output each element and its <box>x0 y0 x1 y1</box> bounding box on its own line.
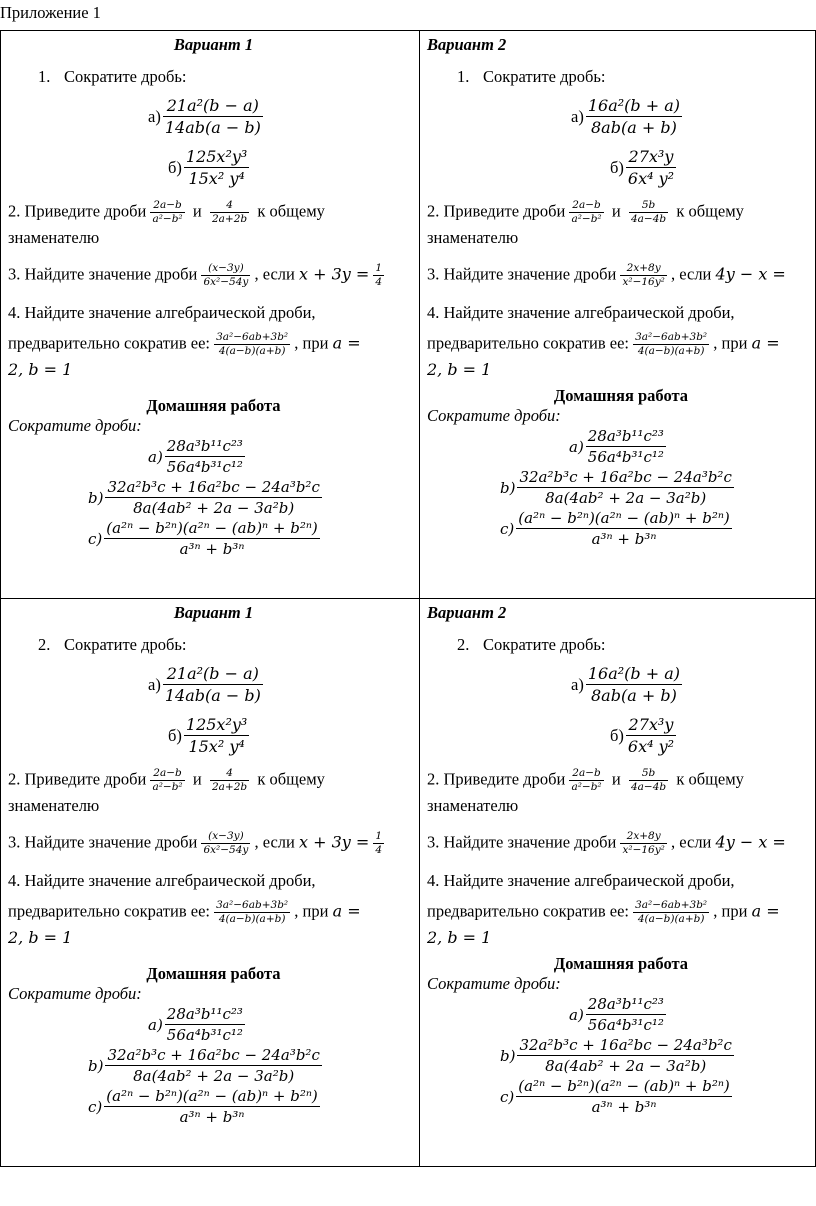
homework-title: Домашняя работа <box>146 964 281 983</box>
homework-subtitle: Сократите дроби: <box>8 416 142 435</box>
task4-fraction <box>214 331 290 358</box>
task3-condition-denominator: 4 <box>375 844 383 856</box>
task3-fraction-denominator: x²−16y² <box>622 844 665 856</box>
task1-fraction-b <box>427 146 815 189</box>
task1-fraction-b <box>8 714 419 757</box>
task4-text: предварительно сократив ее: <box>427 333 629 353</box>
task2-fraction-2-numerator: 4 <box>226 767 233 779</box>
task3-condition: 4y − x = <box>715 264 786 284</box>
task1-text: Сократите дробь: <box>483 635 606 654</box>
fraction-b-label: б) <box>610 157 624 177</box>
fraction-b-label: б) <box>168 157 182 177</box>
task4-condition-2: 2, b = 1 <box>427 928 492 947</box>
task1-number: 2. <box>457 635 470 654</box>
task3-fraction <box>201 262 250 289</box>
task4-at: , при <box>713 333 748 353</box>
homework-item-c <box>8 518 419 559</box>
task2-fraction-1 <box>569 199 603 226</box>
homework-title: Домашняя работа <box>553 386 689 405</box>
task4-condition-1: a = <box>332 333 361 353</box>
homework-a-denominator: 56a⁴b³¹c¹² <box>166 1026 243 1044</box>
fraction-a-label: а) <box>148 674 161 694</box>
task4 <box>8 869 419 950</box>
task3-condition-numerator: 1 <box>375 830 383 842</box>
task4 <box>427 301 815 382</box>
task4-condition-2: 2, b = 1 <box>8 928 73 947</box>
homework-item-a <box>8 436 419 477</box>
task1-fraction-a <box>8 663 419 706</box>
task1-heading <box>427 635 815 657</box>
fraction-b-numerator: 27x³y <box>628 147 674 166</box>
homework-b-denominator: 8a(4ab² + 2a − 3a²b) <box>133 1067 295 1085</box>
task3 <box>8 830 419 857</box>
task3-condition-fraction <box>373 262 384 289</box>
task4-fraction-numerator: 3a²−6ab+3b² <box>635 899 708 911</box>
task3-fraction-denominator: x²−16y² <box>622 276 665 288</box>
card-top-right <box>420 31 816 599</box>
task2-text: 2. Приведите дроби <box>427 769 566 789</box>
task3 <box>427 262 815 289</box>
fraction-a-denominator: 8ab(a + b) <box>591 118 677 137</box>
homework-fraction-a <box>165 1004 245 1045</box>
homework-c-denominator: a³ⁿ + b³ⁿ <box>179 540 245 558</box>
fraction-a-numerator: 16a²(b + a) <box>587 96 680 115</box>
homework-fraction-c <box>104 518 320 559</box>
homework-a-denominator: 56a⁴b³¹c¹² <box>587 448 664 466</box>
task1-fraction-b <box>427 714 815 757</box>
task2-fraction-2 <box>210 767 249 794</box>
homework-fraction-c <box>516 508 732 549</box>
fraction-b-denominator: 6x⁴ y² <box>627 169 675 188</box>
homework <box>427 954 815 1117</box>
task3-condition: x + 3y = <box>298 832 370 852</box>
homework-a-label: a) <box>569 1005 584 1024</box>
task4-condition-2: 2, b = 1 <box>427 360 492 379</box>
task1-fraction-a <box>8 95 419 138</box>
task2-fraction-1 <box>150 767 184 794</box>
task2-fraction-1-numerator: 2a−b <box>572 767 601 779</box>
task4-fraction-numerator: 3a²−6ab+3b² <box>216 331 289 343</box>
task1-fraction-a <box>427 663 815 706</box>
homework-c-numerator: (a²ⁿ − b²ⁿ)(a²ⁿ − (ab)ⁿ + b²ⁿ) <box>106 519 318 537</box>
homework-b-numerator: 32a²b³c + 16a²bc − 24a³b²c <box>107 478 320 496</box>
task2-fraction-2-denominator: 2a+2b <box>211 781 248 793</box>
task2-tail: к общему <box>257 769 325 789</box>
task2-fraction-1-denominator: a²−b² <box>152 781 183 793</box>
variant-title: Вариант 2 <box>427 35 507 54</box>
task2-fraction-1 <box>150 199 184 226</box>
task1-number: 1. <box>457 67 470 86</box>
task2-text: 2. Приведите дроби <box>427 201 566 221</box>
homework-item-b <box>427 467 815 508</box>
homework-item-b <box>427 1035 815 1076</box>
task2 <box>8 767 419 818</box>
task3 <box>427 830 815 857</box>
fraction-a-numerator: 21a²(b − a) <box>166 96 259 115</box>
homework-item-a <box>427 426 815 467</box>
homework-c-numerator: (a²ⁿ − b²ⁿ)(a²ⁿ − (ab)ⁿ + b²ⁿ) <box>518 1077 730 1095</box>
task2-text: 2. Приведите дроби <box>8 201 147 221</box>
task3-if: , если <box>671 264 712 284</box>
task2-fraction-2-numerator: 4 <box>226 199 233 211</box>
task4-text: предварительно сократив ее: <box>8 901 210 921</box>
task4-condition-1: a = <box>332 901 361 921</box>
homework-a-numerator: 28a³b¹¹c²³ <box>587 995 664 1013</box>
homework-a-label: a) <box>569 437 584 456</box>
homework <box>427 386 815 549</box>
task1-text: Сократите дробь: <box>64 67 187 86</box>
fraction-a-denominator: 14ab(a − b) <box>164 118 261 137</box>
task3-fraction <box>620 262 666 289</box>
task3-condition: x + 3y = <box>298 264 370 284</box>
homework-b-label: b) <box>88 488 104 507</box>
homework-item-a <box>427 994 815 1035</box>
fraction-a <box>586 663 682 706</box>
task4-condition-2: 2, b = 1 <box>8 360 73 379</box>
task3-text: 3. Найдите значение дроби <box>427 264 617 284</box>
fraction-a-denominator: 8ab(a + b) <box>591 686 677 705</box>
task3-condition-fraction <box>373 830 384 857</box>
homework-item-c <box>427 1076 815 1117</box>
task2-and: и <box>192 769 202 789</box>
homework-a-denominator: 56a⁴b³¹c¹² <box>587 1016 664 1034</box>
task2-and: и <box>192 201 202 221</box>
fraction-a <box>586 95 682 138</box>
task2-tail: к общему <box>676 769 744 789</box>
task2-text: 2. Приведите дроби <box>8 769 147 789</box>
homework-b-denominator: 8a(4ab² + 2a − 3a²b) <box>545 1057 707 1075</box>
task2-line2: знаменателю <box>427 796 519 815</box>
homework-c-label: c) <box>88 1097 103 1116</box>
homework-b-label: b) <box>500 1046 516 1065</box>
homework-subtitle: Сократите дроби: <box>427 406 561 425</box>
homework-fraction-c <box>104 1086 320 1127</box>
homework-b-numerator: 32a²b³c + 16a²bc − 24a³b²c <box>519 468 732 486</box>
task3-fraction-numerator: (x−3y) <box>208 830 244 842</box>
fraction-b-denominator: 6x⁴ y² <box>627 737 675 756</box>
task3-if: , если <box>671 832 712 852</box>
homework-fraction-c <box>516 1076 732 1117</box>
homework-fraction-b <box>105 1045 321 1086</box>
task2-fraction-2-numerator: 5b <box>641 199 656 211</box>
task2 <box>8 199 419 250</box>
task3-if: , если <box>254 264 295 284</box>
task1-fraction-a <box>427 95 815 138</box>
homework-b-denominator: 8a(4ab² + 2a − 3a²b) <box>133 499 295 517</box>
fraction-b-label: б) <box>168 725 182 745</box>
task3 <box>8 262 419 289</box>
homework-fraction-a <box>586 426 666 467</box>
homework-item-b <box>8 1045 419 1086</box>
homework-a-numerator: 28a³b¹¹c²³ <box>166 1005 243 1023</box>
task1-text: Сократите дробь: <box>64 635 187 654</box>
homework-c-denominator: a³ⁿ + b³ⁿ <box>179 1108 245 1126</box>
fraction-a <box>163 95 263 138</box>
fraction-b-denominator: 15x² y⁴ <box>188 169 245 188</box>
homework-fraction-b <box>517 467 733 508</box>
card-top-left <box>1 31 420 599</box>
fraction-b <box>184 714 249 757</box>
homework-b-numerator: 32a²b³c + 16a²bc − 24a³b²c <box>519 1036 732 1054</box>
task3-condition-denominator: 4 <box>375 276 383 288</box>
homework-fraction-a <box>165 436 245 477</box>
homework-c-numerator: (a²ⁿ − b²ⁿ)(a²ⁿ − (ab)ⁿ + b²ⁿ) <box>518 509 730 527</box>
task3-fraction-numerator: (x−3y) <box>208 262 244 274</box>
task2-line2: знаменателю <box>8 796 100 815</box>
task4-fraction-numerator: 3a²−6ab+3b² <box>635 331 708 343</box>
variant-title: Вариант 1 <box>173 35 254 54</box>
task3-fraction <box>620 830 666 857</box>
homework-fraction-b <box>105 477 321 518</box>
fraction-a <box>163 663 263 706</box>
homework-c-numerator: (a²ⁿ − b²ⁿ)(a²ⁿ − (ab)ⁿ + b²ⁿ) <box>106 1087 318 1105</box>
task2-fraction-2 <box>629 199 668 226</box>
task2-tail: к общему <box>257 201 325 221</box>
fraction-b-label: б) <box>610 725 624 745</box>
task4 <box>427 869 815 950</box>
homework-a-label: a) <box>148 1015 163 1034</box>
homework-b-label: b) <box>500 478 516 497</box>
task4-fraction <box>633 899 709 926</box>
task1-heading <box>8 67 419 89</box>
task3-fraction-denominator: 6x²−54y <box>203 844 249 856</box>
task3-text: 3. Найдите значение дроби <box>8 832 198 852</box>
task3-condition: 4y − x = <box>715 832 786 852</box>
fraction-b-numerator: 125x²y³ <box>185 147 248 166</box>
task2-fraction-1-numerator: 2a−b <box>153 767 182 779</box>
task4-line1: 4. Найдите значение алгебраической дроби, <box>8 871 316 890</box>
task2-fraction-2-denominator: 4a−4b <box>630 781 667 793</box>
task4-fraction-numerator: 3a²−6ab+3b² <box>216 899 289 911</box>
fraction-a-label: а) <box>571 674 584 694</box>
task1-text: Сократите дробь: <box>483 67 606 86</box>
homework-a-label: a) <box>148 447 163 466</box>
homework-subtitle: Сократите дроби: <box>427 974 561 993</box>
homework <box>8 964 419 1127</box>
task2-fraction-2-numerator: 5b <box>641 767 656 779</box>
fraction-a-numerator: 21a²(b − a) <box>166 664 259 683</box>
task3-condition-numerator: 1 <box>375 262 383 274</box>
homework-c-label: c) <box>88 529 103 548</box>
task2 <box>427 199 815 250</box>
homework-c-label: c) <box>500 519 515 538</box>
task1-heading <box>8 635 419 657</box>
task4-text: предварительно сократив ее: <box>8 333 210 353</box>
task2-fraction-2-denominator: 4a−4b <box>630 213 667 225</box>
homework-a-numerator: 28a³b¹¹c²³ <box>166 437 243 455</box>
card-bottom-left <box>1 599 420 1167</box>
task4-at: , при <box>713 901 748 921</box>
task2-and: и <box>611 769 621 789</box>
task1-heading <box>427 67 815 89</box>
homework-c-denominator: a³ⁿ + b³ⁿ <box>591 1098 657 1116</box>
task3-fraction-denominator: 6x²−54y <box>203 276 249 288</box>
variant-title: Вариант 1 <box>173 603 254 622</box>
homework-fraction-a <box>586 994 666 1035</box>
task4-fraction-denominator: 4(a−b)(a+b) <box>637 345 705 357</box>
task2-fraction-2 <box>629 767 668 794</box>
task2 <box>427 767 815 818</box>
fraction-a-label: а) <box>571 106 584 126</box>
task4 <box>8 301 419 382</box>
task2-fraction-2 <box>210 199 249 226</box>
task3-fraction-numerator: 2x+8y <box>626 830 661 842</box>
homework-b-denominator: 8a(4ab² + 2a − 3a²b) <box>545 489 707 507</box>
homework-b-label: b) <box>88 1056 104 1075</box>
task4-condition-1: a = <box>751 901 780 921</box>
task2-fraction-1-denominator: a²−b² <box>571 213 602 225</box>
task3-fraction <box>201 830 250 857</box>
task4-fraction <box>214 899 290 926</box>
task4-line1: 4. Найдите значение алгебраической дроби, <box>427 871 735 890</box>
fraction-b-numerator: 125x²y³ <box>185 715 248 734</box>
task2-fraction-2-denominator: 2a+2b <box>211 213 248 225</box>
variants-table <box>0 30 816 1167</box>
task4-condition-1: a = <box>751 333 780 353</box>
task1-number: 1. <box>38 67 51 86</box>
homework-item-c <box>427 508 815 549</box>
task3-text: 3. Найдите значение дроби <box>427 832 617 852</box>
homework <box>8 396 419 559</box>
homework-fraction-b <box>517 1035 733 1076</box>
task4-fraction-denominator: 4(a−b)(a+b) <box>218 345 286 357</box>
fraction-a-numerator: 16a²(b + a) <box>587 664 680 683</box>
fraction-b <box>626 146 676 189</box>
homework-a-denominator: 56a⁴b³¹c¹² <box>166 458 243 476</box>
task2-fraction-1-denominator: a²−b² <box>152 213 183 225</box>
homework-c-label: c) <box>500 1087 515 1106</box>
fraction-b <box>184 146 249 189</box>
homework-c-denominator: a³ⁿ + b³ⁿ <box>591 530 657 548</box>
homework-title: Домашняя работа <box>146 396 281 415</box>
fraction-b-numerator: 27x³y <box>628 715 674 734</box>
task2-fraction-1 <box>569 767 603 794</box>
task4-at: , при <box>294 901 329 921</box>
homework-a-numerator: 28a³b¹¹c²³ <box>587 427 664 445</box>
fraction-b-denominator: 15x² y⁴ <box>188 737 245 756</box>
task2-fraction-1-denominator: a²−b² <box>571 781 602 793</box>
task2-fraction-1-numerator: 2a−b <box>153 199 182 211</box>
fraction-a-denominator: 14ab(a − b) <box>164 686 261 705</box>
task4-line1: 4. Найдите значение алгебраической дроби, <box>8 303 316 322</box>
task4-fraction-denominator: 4(a−b)(a+b) <box>637 913 705 925</box>
appendix-label: Приложение 1 <box>0 3 101 22</box>
task2-and: и <box>611 201 621 221</box>
task3-if: , если <box>254 832 295 852</box>
fraction-b <box>626 714 676 757</box>
task3-fraction-numerator: 2x+8y <box>626 262 661 274</box>
homework-item-a <box>8 1004 419 1045</box>
homework-item-b <box>8 477 419 518</box>
task4-text: предварительно сократив ее: <box>427 901 629 921</box>
task2-line2: знаменателю <box>427 228 519 247</box>
homework-title: Домашняя работа <box>553 954 689 973</box>
task2-fraction-1-numerator: 2a−b <box>572 199 601 211</box>
homework-b-numerator: 32a²b³c + 16a²bc − 24a³b²c <box>107 1046 320 1064</box>
variant-title: Вариант 2 <box>427 603 507 622</box>
task3-text: 3. Найдите значение дроби <box>8 264 198 284</box>
task2-tail: к общему <box>676 201 744 221</box>
task1-number: 2. <box>38 635 51 654</box>
fraction-a-label: а) <box>148 106 161 126</box>
task2-line2: знаменателю <box>8 228 100 247</box>
task4-fraction-denominator: 4(a−b)(a+b) <box>218 913 286 925</box>
task4-line1: 4. Найдите значение алгебраической дроби, <box>427 303 735 322</box>
task4-fraction <box>633 331 709 358</box>
homework-subtitle: Сократите дроби: <box>8 984 142 1003</box>
task4-at: , при <box>294 333 329 353</box>
task1-fraction-b <box>8 146 419 189</box>
homework-item-c <box>8 1086 419 1127</box>
card-bottom-right <box>420 599 816 1167</box>
